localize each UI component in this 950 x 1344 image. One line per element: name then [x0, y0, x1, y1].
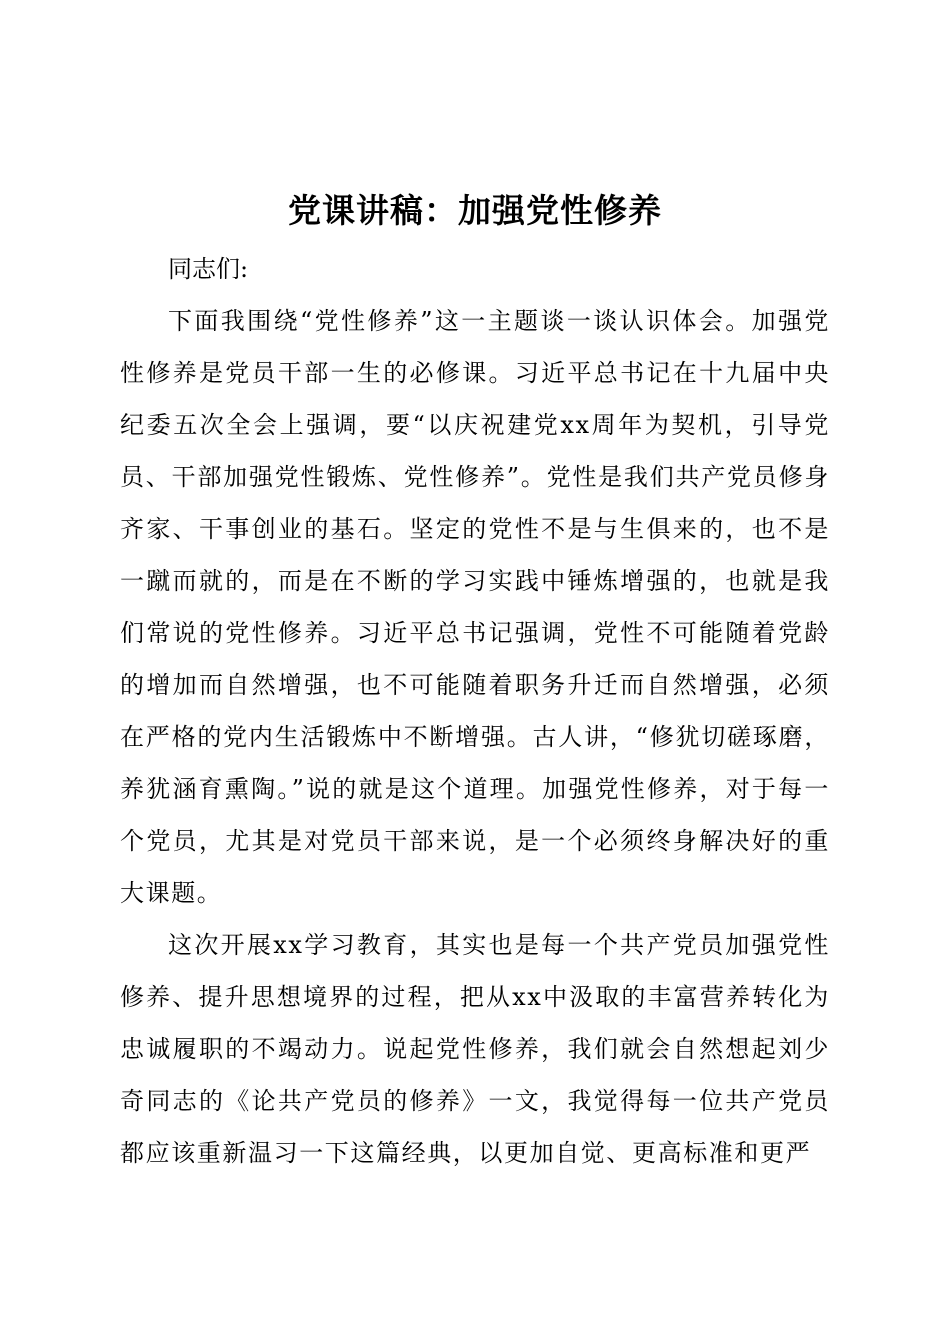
paragraph-1: 下面我围绕“党性修养”这一主题谈一谈认识体会。加强党性修养是党员干部一生的必修课。习近平总书记在十九届中央纪委五次全会上强调，要“以庆祝建党xx周年为契机，引导党员、干部加强党性锻炼、党性修养”。党性是我们共产党员修身齐家、干事创业的基石。坚定的党性不是与生俱来的，也不是一蹴而就的，而是在不断的学习实践中锤炼增强的，也就是我们常说的党性修养。习近平总书记强调，党性不可能随着党龄的增加而自然增强，也不可能随着职务升迁而自然增强，必须在严格的党内生活锻炼中不断增强。古人讲，“修犹切磋琢磨，养犹涵育熏陶。”说的就是这个道理。加强党性修养，对于每一个党员，尤其是对党员干部来说，是一个必须终身解决好的重大课题。 [120, 307, 830, 907]
salutation: 同志们: [168, 255, 249, 283]
paragraph-2: 这次开展xx学习教育，其实也是每一个共产党员加强党性修养、提升思想境界的过程，把从xx中汲取的丰富营养转化为忠诚履职的不竭动力。说起党性修养，我们就会自然想起刘少奇同志的《论共产党员的修养》一文，我觉得每一位共产党员都应该重新温习一下这篇经典，以更加自觉、更高标准和更严 [120, 931, 830, 1167]
document-title: 党课讲稿：加强党性修养 [288, 191, 662, 230]
document-body [120, 243, 830, 1179]
